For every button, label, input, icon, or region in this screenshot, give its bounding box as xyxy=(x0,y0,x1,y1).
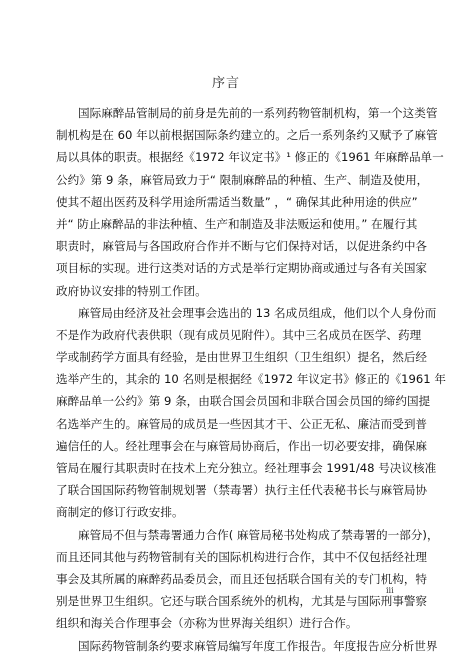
text-line: 事会及其所属的麻醉药品委员会，而且还包括联合国有关的专门机构，特 xyxy=(56,571,428,586)
text-line: 了联合国国际药物管制规划署（禁毒署）执行主任代表秘书长与麻管局协 xyxy=(56,483,428,498)
text-line: 不是作为政府代表供职（现有成员见附件）。其中三名成员在医学、药理 xyxy=(56,327,422,342)
text-line: 国际麻醉品管制局的前身是先前的一系列药物管制机构，第一个这类管 xyxy=(78,106,438,120)
document-title: 序言 xyxy=(211,76,240,91)
text-line: 学或制药学方面具有经验，是由世界卫生组织（卫生组织）提名，然后经 xyxy=(56,350,428,365)
text-line: 选举产生的，其余的 10 名则是根据经《1972 年议定书》修正的《1961 年 xyxy=(56,372,446,387)
text-line: 麻管局由经济及社会理事会选出的 13 名成员组成，他们以个人身份而 xyxy=(78,305,437,320)
text-line: 名选举产生的。麻管局的成员是一些因其才干、公正无私、廉洁而受到普 xyxy=(56,416,428,431)
text-line: 组织和海关合作理事会（亦称为世界海关组织）进行合作。 xyxy=(56,616,358,631)
paragraph xyxy=(56,102,444,302)
paragraph xyxy=(56,524,439,635)
text-line: 制机构是在 60 年以前根据国际条约建立的。之后一系列条约又赋予了麻管 xyxy=(56,128,438,143)
text-line: 麻醉品单一公约》第 9 条，由联合国会员国和非联合国会员国的缔约国提 xyxy=(56,394,431,409)
text-line: 商制定的修订行政安排。 xyxy=(56,505,184,520)
text-line: 职责时，麻管局与各国政府合作并不断与它们保持对话，以促进条约中各 xyxy=(56,239,428,254)
text-line: 局以具体的职责。根据经《1972 年议定书》¹ 修正的《1961 年麻醉品单一 xyxy=(56,150,444,165)
paragraph xyxy=(56,635,438,657)
text-line: 项目标的实现。进行这类对话的方式是举行定期协商或通过与各有关国家 xyxy=(56,261,428,276)
document-body xyxy=(56,102,446,657)
text-line: 遍信任的人。经社理事会在与麻管局协商后，作出一切必要安排，确保麻 xyxy=(56,438,428,453)
text-line: 公约》第 9 条，麻管局致力于“ 限制麻醉品的种植、生产、制造及使用， xyxy=(56,172,429,187)
text-line: 管局在履行其职责时在技术上充分独立。经社理事会 1991/48 号决议核准 xyxy=(56,461,437,475)
text-line: 国际药物管制条约要求麻管局编写年度工作报告。年度报告应分析世界 xyxy=(78,638,438,653)
text-line: 政府协议安排的特别工作团。 xyxy=(56,283,207,298)
page-number: iii xyxy=(386,586,394,595)
text-line: 而且还同其他与药物管制有关的国际机构进行合作，其中不仅包括经社理 xyxy=(56,549,428,564)
text-line: 使其不超出医药及科学用途所需适当数量” ，“ 确保其此种用途的供应” xyxy=(56,194,418,209)
text-line: 别是世界卫生组织。它还与联合国系统外的机构，尤其是与国际刑事警察 xyxy=(56,594,428,609)
paragraph xyxy=(56,302,446,524)
text-line: 并“ 防止麻醉品的非法种植、生产和制造及非法贩运和使用。” 在履行其 xyxy=(56,216,418,231)
text-line: 麻管局不但与禁毒署通力合作( 麻管局秘书处构成了禁毒署的一部分)， xyxy=(78,527,439,542)
